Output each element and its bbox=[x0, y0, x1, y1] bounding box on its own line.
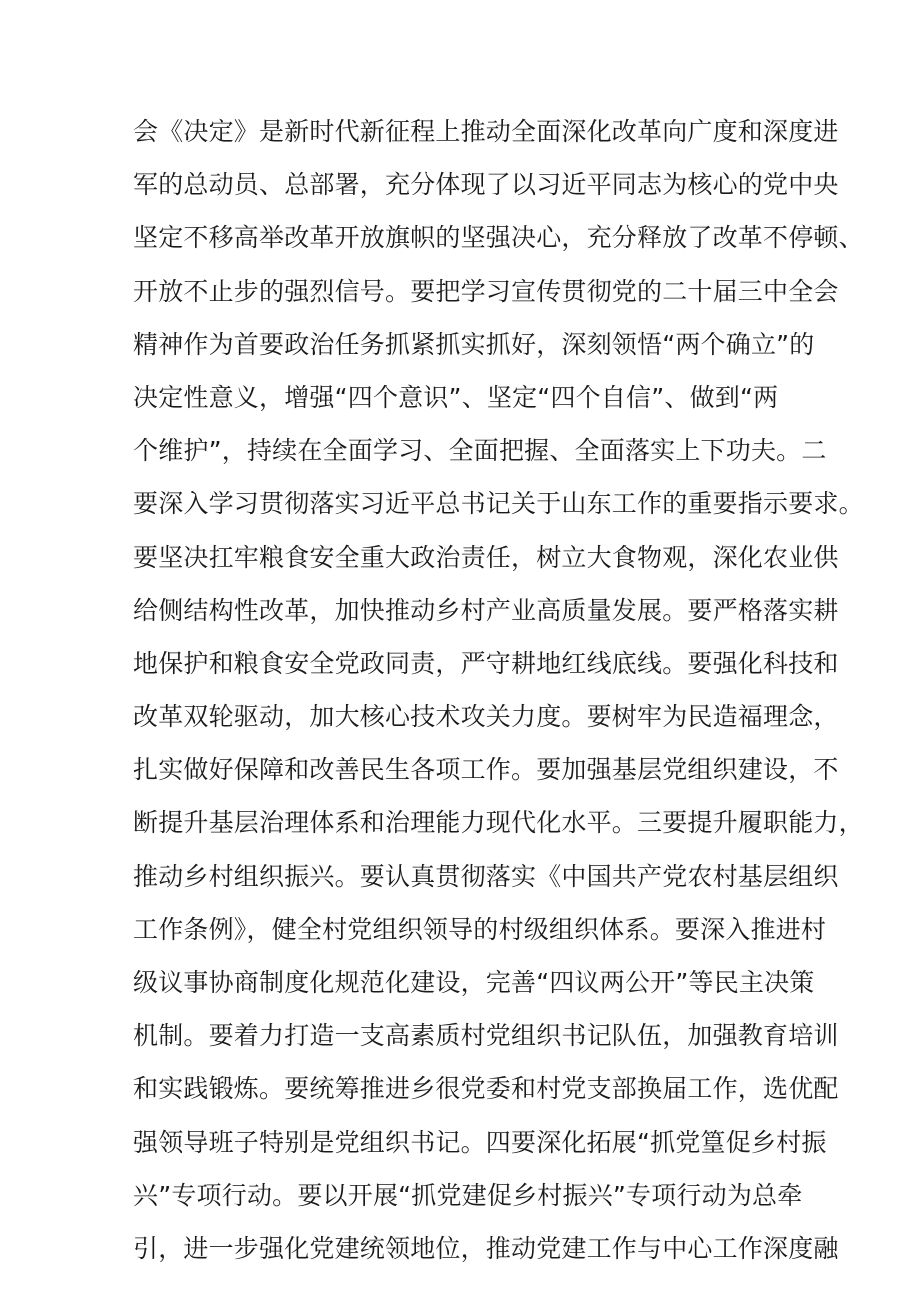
text-line-9: 要坚决扛牢粮食安全重大政治责任，树立大食物观，深化农业供 bbox=[133, 542, 839, 572]
text-line-4: 开放不止步的强烈信号。要把学习宣传贯彻党的二十届三中全会 bbox=[133, 276, 839, 306]
text-line-11: 地保护和粮食安全党政同责，严守耕地红线底线。要强化科技和 bbox=[133, 648, 839, 678]
text-line-1: 会《决定》是新时代新征程上推动全面深化改革向广度和深度进 bbox=[133, 117, 839, 146]
text-line-15: 推动乡村组织振兴。要认真贯彻落实《中国共产党农村基层组织 bbox=[133, 861, 839, 891]
text-line-10: 给侧结构性改革，加快推动乡村产业高质量发展。要严格落实耕 bbox=[133, 595, 839, 625]
text-line-16: 工作条例》，健全村党组织领导的村级组织体系。要深入推进村 bbox=[133, 914, 827, 944]
text-line-2: 军的总动员、总部署，充分体现了以习近平同志为核心的党中央 bbox=[133, 170, 839, 200]
text-line-3: 坚定不移高举改革开放旗帜的坚强决心，充分释放了改革不停顿、 bbox=[133, 223, 864, 253]
text-line-18: 机制。要着力打造一支高素质村党组织书记队伍，加强教育培训 bbox=[133, 1021, 839, 1051]
text-line-17: 级议事协商制度化规范化建设，完善“四议两公开”等民主决策 bbox=[133, 968, 815, 997]
text-line-6: 决定性意义，增强“四个意识”、坚定“四个自信”、做到“两 bbox=[133, 382, 779, 412]
body-paragraph bbox=[133, 105, 864, 1275]
text-line-7: 个维护”，持续在全面学习、全面把握、全面落实上下功夫。二 bbox=[133, 436, 827, 466]
text-line-12: 改革双轮驱动，加大核心技术攻关力度。要树牢为民造福理念， bbox=[133, 702, 839, 732]
text-line-19: 和实践锻炼。要统筹推进乡很党委和村党支部换届工作，选优配 bbox=[133, 1074, 839, 1104]
text-line-14: 断提升基层治理体系和治理能力现代化水平。三要提升履职能力， bbox=[133, 808, 864, 838]
text-line-13: 扎实做好保障和改善民生各项工作。要加强基层党组织建设，不 bbox=[133, 755, 839, 785]
text-line-8: 要深入学习贯彻落实习近平总书记关于山东工作的重要指示要求。 bbox=[133, 489, 864, 519]
text-line-21: 兴”专项行动。要以开展“抓党建促乡村振兴”专项行动为总牵 bbox=[133, 1180, 803, 1210]
text-line-20: 强领导班子特别是党组织书记。四要深化拓展“抓党篁促乡村振 bbox=[133, 1127, 827, 1157]
text-line-22: 引，进一步强化党建统领地位，推动党建工作与中心工作深度融 bbox=[133, 1233, 839, 1263]
text-line-5: 精神作为首要政治任务抓紧抓实抓好，深刻领悟“两个确立”的 bbox=[133, 329, 815, 359]
